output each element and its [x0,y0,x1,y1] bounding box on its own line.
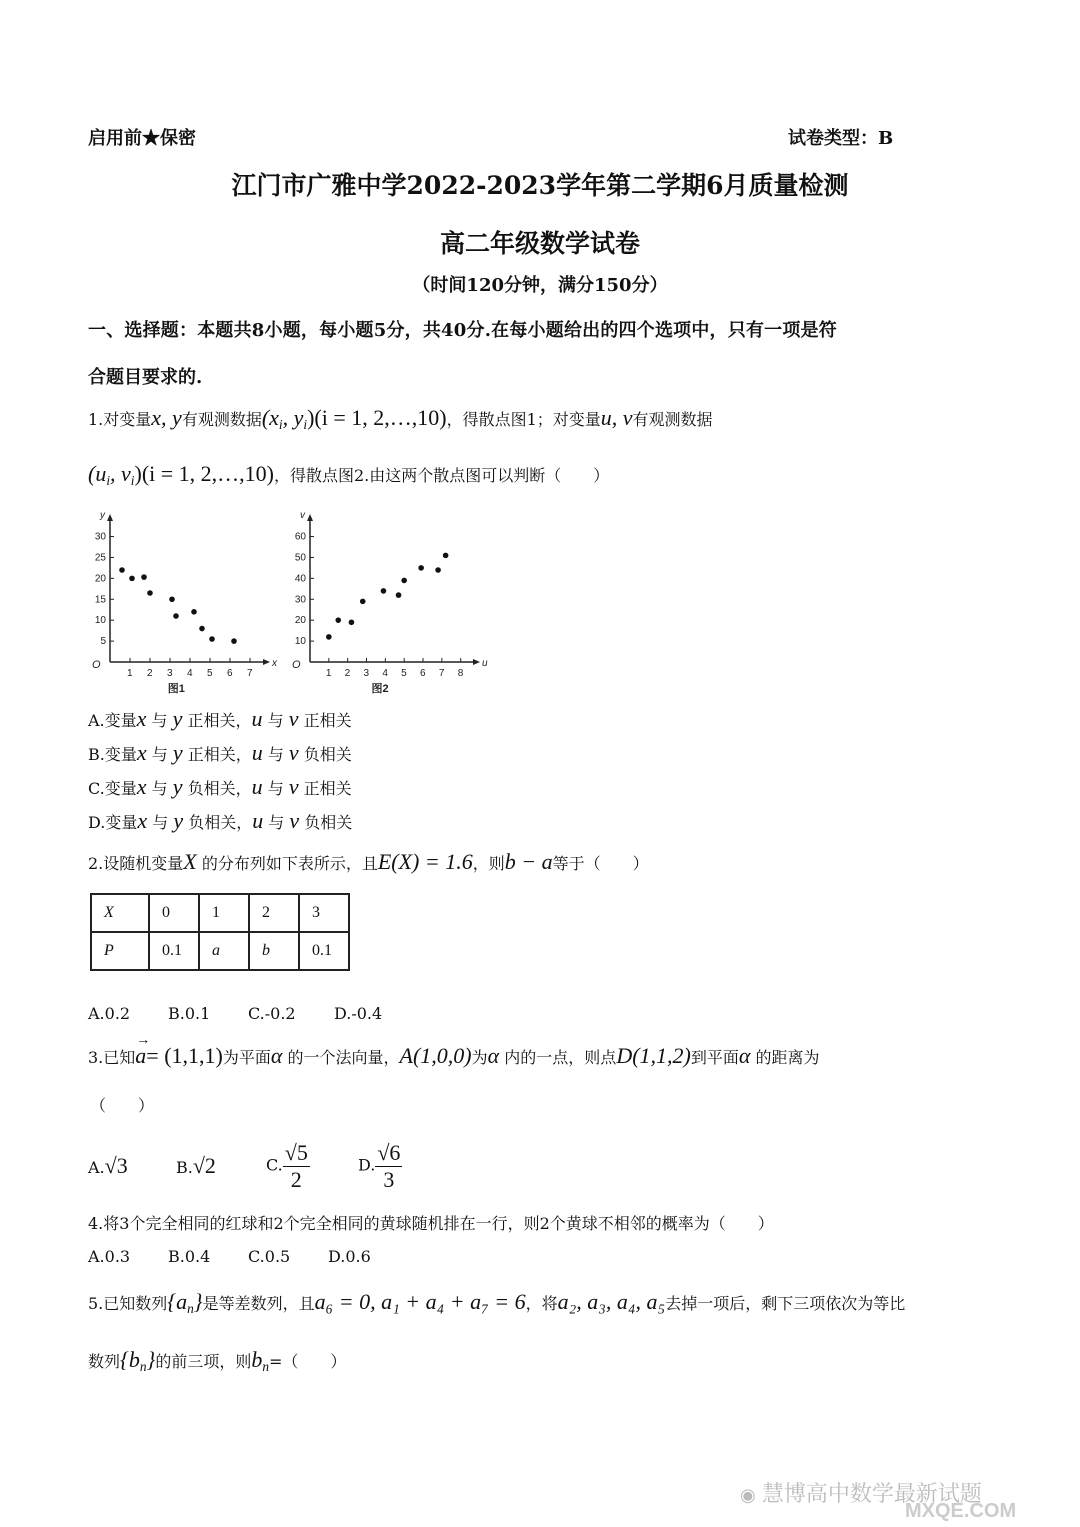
x-tick-label: 2 [147,668,153,679]
scatter-point [119,567,125,573]
y-tick-label: 30 [94,531,106,543]
q3-option-c[interactable]: C. $\frac{√5}{2}$ [266,1140,308,1192]
scatter-point [209,636,215,642]
y-axis-label: y [100,510,105,521]
q4-option-b[interactable]: B.0.4 [168,1247,211,1266]
table-cell: 3 [299,894,349,932]
scatter-point [349,619,355,625]
table-cell: 0.1 [149,932,199,970]
x-tick-label: 7 [438,668,445,679]
origin-label: O [92,659,101,671]
scatter-point [360,599,366,605]
section-1-heading: 一、选择题：本题共8小题，每小题5分，共40分.在每小题给出的四个选项中，只有一项是符 [88,320,837,341]
x-tick-label: 6 [420,668,426,679]
origin-label: O [292,659,301,671]
q1-line1: 1.对变量x, y有观测数据($x_i$, $y_i)(i = 1$, 2,…,10)，得散点图1；对变量u, v有观测数据 [88,405,713,433]
q4-option-c[interactable]: C.0.5 [248,1247,291,1266]
table-cell: X [91,894,149,932]
section-1-heading-cont: 合题目要求的. [88,367,203,388]
q1-line2: ($u_i$, $v_i)(i = 1$, 2,…,10)，得散点图2.由这两个散点图可以判断（ ） [88,461,610,489]
scatter-point [141,574,147,580]
q4-option-a[interactable]: A.0.3 [88,1247,131,1266]
y-tick-label: 60 [294,531,306,543]
wechat-icon: ◉ [740,1485,756,1505]
q1-option-a[interactable]: A.变量x 与 y 正相关，u 与 v 正相关 [88,706,352,731]
x-axis-arrow [473,659,480,665]
q2-option-d[interactable]: D.-0.4 [334,1004,383,1023]
q4-options [88,1247,371,1266]
chart-caption: 图2 [371,683,389,695]
scatter-point [147,590,153,596]
scatter-point [169,596,175,602]
q3-option-d[interactable]: D. $\frac{√6}{3}$ [358,1140,401,1192]
q5-line1: 5.已知数列$\{a_n\}$是等差数列，且a₆ = 0, a₁ + a₄ + a₇ = 6，将a₂, a₃, a₄, a₅去掉一项后，剩下三项依次为等比 [88,1289,906,1317]
q2-option-c[interactable]: C.-0.2 [248,1004,296,1023]
secret-label: 启用前★保密 [88,128,196,149]
q3-option-a[interactable]: A.√3 [88,1153,128,1178]
table-cell: a [199,932,249,970]
x-tick-label: 5 [401,668,407,679]
y-tick-label: 10 [94,615,106,627]
q2-stem: 2.设随机变量X 的分布列如下表所示，且E(X) = 1.6，则b − a等于（ ） [88,849,649,874]
exam-time-note: （时间120分钟，满分150分） [412,275,668,296]
scatter-point [381,588,387,594]
q5-line2: 数列$\{b_n\}$的前三项，则$b_n=$（ ） [88,1347,347,1375]
q1-options [88,706,352,842]
scatter-plot-1 [84,510,277,698]
q1-option-b[interactable]: B.变量x 与 y 正相关，u 与 v 负相关 [88,740,352,765]
table-cell: 0.1 [299,932,349,970]
q1-option-c[interactable]: C.变量x 与 y 负相关，u 与 v 正相关 [88,774,352,799]
table-cell: 2 [249,894,299,932]
y-axis-arrow [107,514,113,521]
q2-options [88,1004,382,1023]
scatter-point [173,613,179,619]
y-tick-label: 5 [100,636,106,648]
y-axis-arrow [307,514,313,521]
scatter-point [326,634,332,640]
scatter-point [335,617,341,623]
y-tick-label: 25 [94,552,106,564]
x-tick-label: 3 [167,668,173,679]
x-tick-label: 4 [382,668,388,679]
scatter-point [401,578,407,584]
x-tick-label: 4 [187,668,193,679]
y-tick-label: 20 [94,573,106,585]
table-cell: 1 [199,894,249,932]
table-cell: 0 [149,894,199,932]
y-tick-label: 40 [294,573,306,585]
x-tick-label: 8 [457,668,464,679]
y-tick-label: 10 [294,636,306,648]
scatter-point [231,638,237,644]
scatter-plot-2 [284,510,488,698]
q3-paren: （ ） [90,1096,155,1115]
q1-option-d[interactable]: D.变量x 与 y 负相关，u 与 v 负相关 [88,808,353,833]
y-axis-label: v [300,510,305,521]
scatter-point [396,592,402,598]
page-title: 江门市广雅中学2022-2023学年第二学期6月质量检测 [231,171,849,200]
scatter-point [435,567,441,573]
x-tick-label: 6 [227,668,233,679]
table-cell: b [249,932,299,970]
x-tick-label: 3 [363,668,370,679]
q3-options [88,1138,402,1194]
chart-caption: 图1 [167,683,185,695]
vector-a: → a [135,1033,151,1068]
table-row [91,932,349,970]
x-tick-label: 1 [127,668,133,679]
distribution-table [90,893,350,971]
x-axis-arrow [263,659,270,665]
x-tick-label: 2 [344,668,351,679]
table-row [91,894,349,932]
site-watermark: MXQE.COM [905,1500,1017,1522]
scatter-point [199,626,205,632]
x-tick-label: 5 [207,668,213,679]
scatter-point [129,576,135,582]
x-axis-label: u [482,658,488,669]
q4-stem: 4.将3个完全相同的红球和2个完全相同的黄球随机排在一行，则2个黄球不相邻的概率为（ ） [88,1214,774,1233]
q4-option-d[interactable]: D.0.6 [328,1247,371,1266]
q2-option-a[interactable]: A.0.2 [88,1004,131,1023]
q3-option-b[interactable]: B.√2 [176,1153,216,1178]
scatter-point [418,565,424,571]
y-tick-label: 15 [94,594,106,606]
q2-option-b[interactable]: B.0.1 [168,1004,211,1023]
paper-type: 试卷类型：B [788,128,894,149]
y-tick-label: 20 [294,615,306,627]
x-tick-label: 1 [325,668,332,679]
q3-stem: 3.已知 → a= (1,1,1)为平面α 的一个法向量，A(1,0,0)为α 内的一点，则点D(1,1,2)到平面α 的距离为 [88,1033,820,1068]
x-tick-label: 7 [247,668,253,679]
scatter-point [443,553,449,559]
scatter-point [191,609,197,615]
y-tick-label: 30 [294,594,306,606]
table-cell: P [91,932,149,970]
x-axis-label: x [272,658,277,669]
wechat-watermark: ◉ 慧博高中数学最新试题 [740,1481,982,1506]
y-tick-label: 50 [294,552,306,564]
page-subtitle: 高二年级数学试卷 [439,229,640,258]
